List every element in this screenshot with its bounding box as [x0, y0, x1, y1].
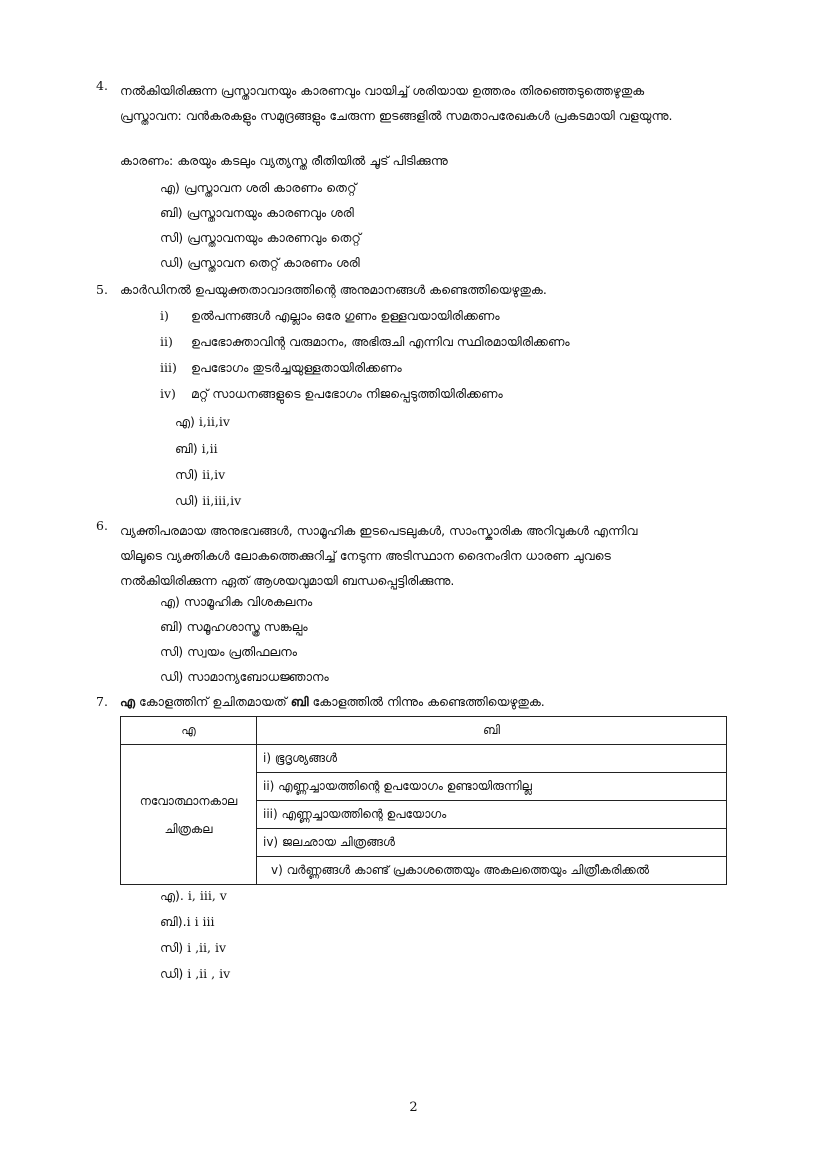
question-line: യിലൂടെ വ്യക്തികൾ ലോകത്തെക്കുറിച്ച് നേടുന്ന അടിസ്ഥാന ദൈനംദിന ധാരണ ചുവടെ [120, 548, 611, 563]
question-number: 6. [96, 518, 108, 533]
option-label: സി) [175, 467, 199, 482]
option [175, 439, 218, 459]
question-number: 4. [96, 78, 108, 93]
item-text: ഉപഭോഗം തുടർച്ചയുള്ളതായിരിക്കണം [190, 360, 402, 375]
option-value: i i iii [186, 914, 215, 929]
list-item [160, 306, 500, 326]
column-b-cell: ii) എണ്ണച്ചായത്തിന്റെ ഉപയോഗം ഉണ്ടായിരുന്നില്ല [257, 773, 727, 801]
option-value: i, iii, v [187, 888, 227, 903]
option: സി) പ്രസ്താവനയും കാരണവും തെറ്റ് [160, 230, 361, 245]
option [175, 491, 241, 511]
reason: കാരണം: കരയും കടലും വ്യത്യസ്ത രീതിയിൽ ചൂട് പിടിക്കുന്നു [120, 153, 448, 168]
option: എ) പ്രസ്താവന ശരി കാരണം തെറ്റ് [160, 180, 357, 195]
column-b-header: ബി [257, 717, 727, 745]
question-text: കാർഡിനൽ ഉപയുക്തതാവാദത്തിന്റെ അനുമാനങ്ങൾ കണ്ടെത്തിയെഴുതുക. [120, 282, 547, 297]
option-value: i ,ii, iv [187, 940, 227, 955]
page-number: 2 [409, 1100, 418, 1115]
column-a-cell [121, 745, 257, 885]
column-a-ref: എ [120, 694, 136, 709]
question-text [120, 78, 732, 128]
list-item [160, 332, 570, 352]
option [175, 465, 225, 485]
option-value: i,ii,iv [198, 414, 230, 429]
option [160, 886, 227, 906]
option [160, 912, 215, 932]
item-text: മറ്റ് സാധനങ്ങളുടെ ഉപഭോഗം നിജപ്പെടുത്തിയിരിക്കണം [190, 386, 503, 401]
list-item [160, 384, 503, 404]
column-a-line: നവോത്ഥാനകാല [139, 793, 238, 808]
list-item [160, 358, 402, 378]
option: ഡി) പ്രസ്താവന തെറ്റ് കാരണം ശരി [160, 255, 360, 270]
column-b-cell: iv) ജലഛായ ചിത്രങ്ങൾ [257, 829, 727, 857]
question-text-end: കോളത്തിൽ നിന്നും കണ്ടെത്തിയെഴുതുക. [308, 694, 545, 709]
item-number: i) [160, 308, 169, 323]
option-label: സി) [160, 940, 184, 955]
question-line: നൽകിയിരിക്കുന്ന ഏത് ആശയവുമായി ബന്ധപ്പെട്ടിരിക്കുന്നു. [120, 573, 455, 588]
item-text: ഉപഭോക്താവിന്റ വരുമാനം, അഭിരുചി എന്നിവ സ്ഥിരമായിരിക്കണം [190, 334, 570, 349]
option: ബി) സമൂഹശാസ്ത്ര സങ്കല്പം [160, 619, 308, 634]
option-value: i ,ii , iv [187, 966, 231, 981]
column-a-line: ചിത്രകല [164, 821, 213, 836]
option-label: ബി) [175, 441, 198, 456]
question-text [120, 518, 732, 593]
item-number: iii) [160, 360, 177, 375]
option: ബി) പ്രസ്താവനയും കാരണവും ശരി [160, 205, 354, 220]
question-line: വ്യക്തിപരമായ അനുഭവങ്ങൾ, സാമൂഹിക ഇടപെടലുകൾ, സാംസ്കാരിക അറിവുകൾ എന്നിവ [120, 523, 638, 538]
option [160, 964, 230, 984]
option-value: ii,iv [202, 467, 226, 482]
question-number: 5. [96, 282, 108, 297]
option-label: ബി). [160, 914, 187, 929]
option: സി) സ്വയം പ്രതിഫലനം [160, 644, 297, 659]
option [175, 412, 230, 432]
question-number: 7. [96, 694, 108, 709]
option-value: i,ii [201, 441, 218, 456]
item-number: ii) [160, 334, 173, 349]
table-row [121, 745, 727, 773]
column-a-header: എ [121, 717, 257, 745]
column-b-cell: iii) എണ്ണച്ചായത്തിന്റെ ഉപയോഗം [257, 801, 727, 829]
item-number: iv) [160, 386, 176, 401]
instruction: നൽകിയിരിക്കുന്ന പ്രസ്താവനയും കാരണവും വായിച്ച് ശരിയായ ഉത്തരം തിരഞ്ഞെടുത്തെഴുതുക [120, 83, 645, 98]
item-text: ഉൽപന്നങ്ങൾ എല്ലാം ഒരേ ഗുണം ഉള്ളവയായിരിക്കണം [190, 308, 500, 323]
question-text [120, 692, 545, 712]
table-header-row [121, 717, 727, 745]
column-b-cell: i) ഭൂദൃശ്യങ്ങൾ [257, 745, 727, 773]
option-label: എ) [175, 414, 195, 429]
option [160, 938, 226, 958]
question-4 [96, 78, 732, 128]
column-b-cell: v) വർണ്ണങ്ങൾ കാണ്ട് പ്രകാശത്തെയും അകലത്തെയും ചിത്രീകരിക്കൽ [257, 857, 727, 885]
match-table [120, 716, 727, 885]
question-text-mid: കോളത്തിന് ഉചിതമായത് [135, 694, 291, 709]
option: എ) സാമൂഹിക വിശകലനം [160, 594, 313, 609]
option: ഡി) സാമാന്യബോധജ്ഞാനം [160, 669, 329, 684]
option-label: ഡി) [175, 493, 199, 508]
question-6 [96, 518, 732, 593]
option-label: എ). [160, 888, 184, 903]
column-b-ref: ബി [290, 694, 309, 709]
option-value: ii,iii,iv [202, 493, 242, 508]
option-label: ഡി) [160, 966, 184, 981]
statement: പ്രസ്താവന: വൻകരകളും സമുദ്രങ്ങളും ചേരുന്ന ഇടങ്ങളിൽ സമതാപരേഖകൾ പ്രകടമായി വളയുന്നു. [120, 108, 673, 123]
